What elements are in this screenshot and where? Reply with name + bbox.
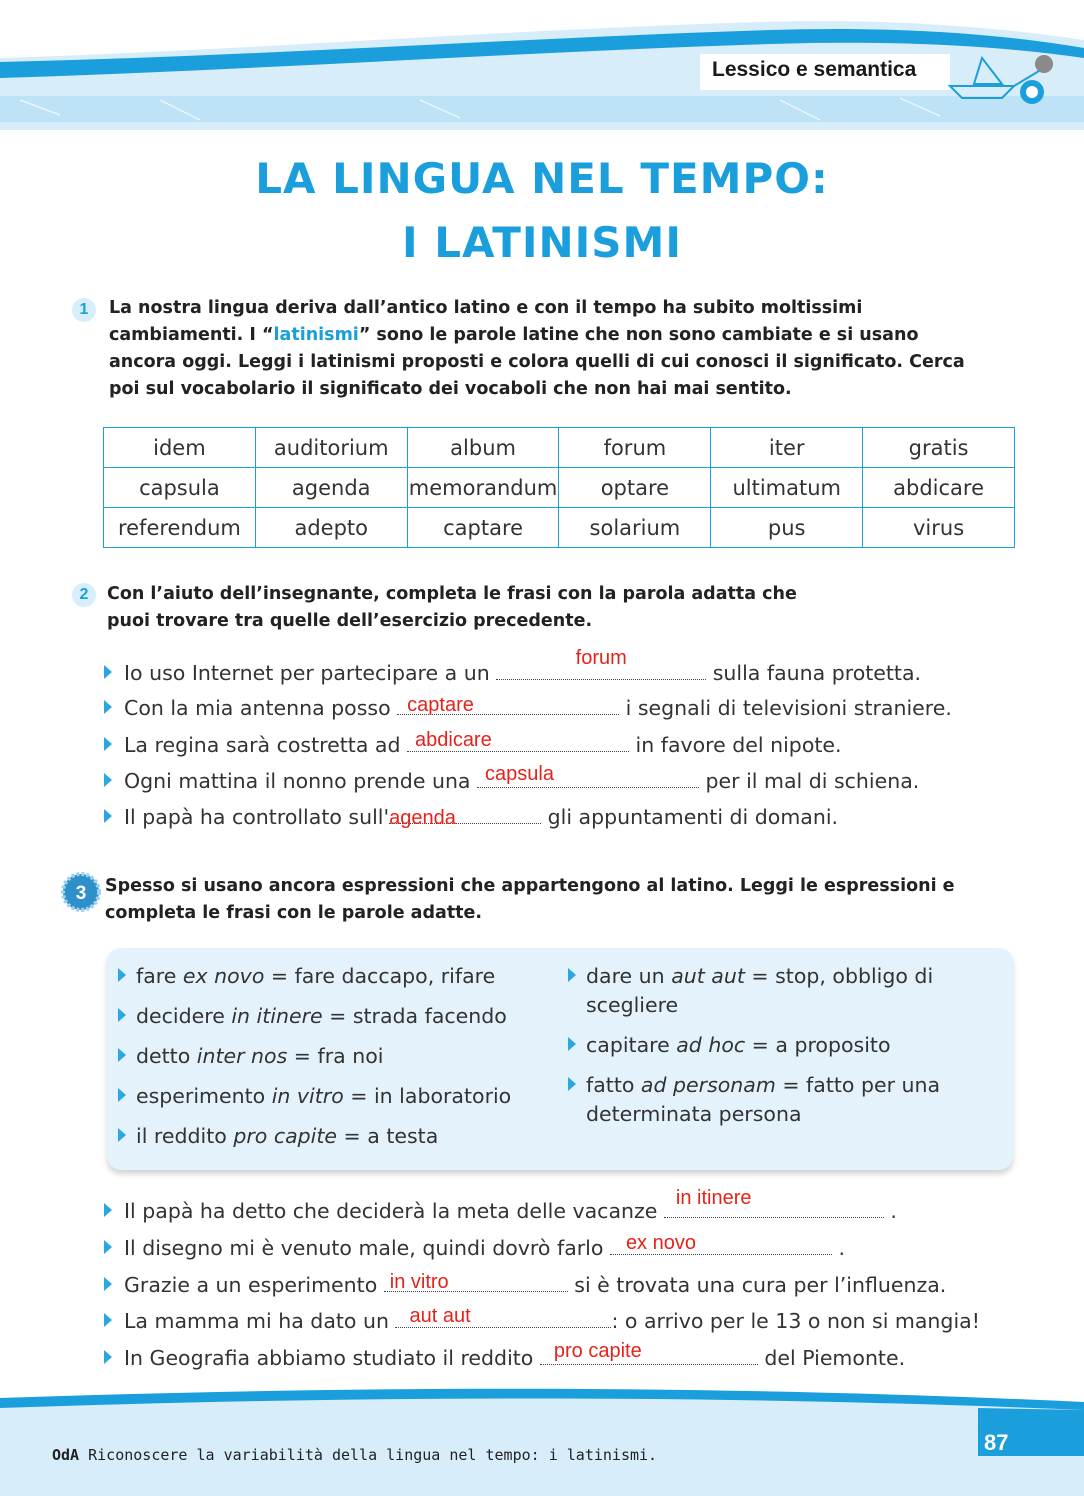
table-cell[interactable]: album (407, 428, 559, 468)
bullet-triangle-icon (104, 700, 112, 714)
exercise-3-sentence: Il papà ha detto che deciderà la meta delle vacanze in itinere . (104, 1194, 897, 1228)
expression-item: dare un aut aut = stop, obbligo di scegliere (568, 962, 998, 1020)
expression-item: fatto ad personam = fatto per una determinata persona (568, 1071, 998, 1129)
exercise-2-sentence: Io uso Internet per partecipare a un forum sulla fauna protetta. (104, 656, 921, 690)
bullet-triangle-icon (118, 968, 126, 982)
bullet-triangle-icon (104, 773, 112, 787)
answer-text: ex novo (625, 1232, 696, 1254)
learning-objective: OdA Riconoscere la variabilità della lingua nel tempo: i latinismi. (52, 1446, 658, 1464)
answer-text: in itinere (675, 1187, 752, 1209)
exercise-number-2: 2 (72, 583, 96, 607)
section-label: Lessico e semantica (712, 58, 917, 81)
table-row (104, 428, 1015, 468)
answer-blank[interactable] (496, 647, 706, 680)
table-cell[interactable]: forum (559, 428, 711, 468)
exercise-2-sentence: Con la mia antenna posso captare i segnali di televisioni straniere. (104, 691, 952, 725)
expression-item: fare ex novo = fare daccapo, rifare (118, 962, 558, 991)
page-title-line2: I LATINISMI (402, 218, 682, 267)
table-cell[interactable]: captare (407, 508, 559, 548)
bullet-triangle-icon (104, 737, 112, 751)
answer-blank[interactable] (664, 1187, 884, 1218)
bullet-triangle-icon (104, 1277, 112, 1291)
latinisms-table (103, 427, 1015, 548)
table-cell[interactable]: adepto (255, 508, 407, 548)
exercise-2-sentence: La regina sarà costretta ad abdicare in favore del nipote. (104, 728, 842, 762)
table-cell[interactable]: idem (104, 428, 256, 468)
page-title-line1: LA LINGUA NEL TEMPO: (255, 154, 829, 203)
table-cell[interactable]: ultimatum (711, 468, 863, 508)
answer-text: agenda (389, 807, 456, 829)
answer-text: capsula (485, 763, 554, 785)
answer-text: forum (575, 647, 627, 669)
table-cell[interactable]: iter (711, 428, 863, 468)
exercise-3-sentence: In Geografia abbiamo studiato il reddito pro capite del Piemonte. (104, 1341, 905, 1375)
footer-wave-band (0, 1380, 1084, 1496)
exercise-2-sentence: Ogni mattina il nonno prende una capsula per il mal di schiena. (104, 764, 919, 798)
header-wave-band (0, 0, 1084, 130)
table-row (104, 508, 1015, 548)
table-cell[interactable]: agenda (255, 468, 407, 508)
table-cell[interactable]: memorandum (407, 468, 559, 508)
bullet-triangle-icon (568, 1077, 576, 1091)
table-cell[interactable]: abdicare (863, 468, 1015, 508)
answer-blank[interactable] (540, 1340, 758, 1365)
exercise-2-sentence: Il papà ha controllato sull' agenda gli appuntamenti di domani. (104, 800, 838, 834)
bullet-triangle-icon (568, 1037, 576, 1051)
expression-item: detto inter nos = fra noi (118, 1042, 558, 1071)
table-cell[interactable]: referendum (104, 508, 256, 548)
answer-blank[interactable] (384, 1271, 568, 1292)
answer-blank[interactable] (610, 1234, 832, 1255)
expressions-left-column (118, 962, 558, 1151)
bullet-triangle-icon (118, 1048, 126, 1062)
answer-text: abdicare (415, 729, 492, 751)
table-cell[interactable]: solarium (559, 508, 711, 548)
page-number: 87 (984, 1430, 1009, 1455)
table-cell[interactable]: capsula (104, 468, 256, 508)
exercise-1-instructions: La nostra lingua deriva dall’antico latino e con il tempo ha subito moltissimi cambiamenti. I “latinismi” sono le parole latine che non sono cambiate e si usano ancora oggi. Leggi i latinismi proposti e colora quelli di cui conosci il significato. Cerca poi sul vocabolario il significato dei vocaboli che non hai mai sentito. (109, 298, 965, 399)
exercise-3-sentence: La mamma mi ha dato un aut aut : o arrivo per le 13 o non si mangia! (104, 1304, 980, 1338)
latin-expressions-box (107, 948, 1013, 1170)
expressions-right-column (568, 962, 998, 1129)
bullet-triangle-icon (118, 1088, 126, 1102)
table-cell[interactable]: pus (711, 508, 863, 548)
bullet-triangle-icon (568, 968, 576, 982)
exercise-number-3-badge (60, 871, 102, 913)
bullet-triangle-icon (104, 1313, 112, 1327)
bullet-triangle-icon (104, 1240, 112, 1254)
table-cell[interactable]: optare (559, 468, 711, 508)
answer-blank[interactable] (395, 1307, 611, 1328)
answer-text: in vitro (389, 1271, 449, 1293)
exercise-3-sentence: Il disegno mi è venuto male, quindi dovrò farlo ex novo . (104, 1231, 845, 1265)
answer-blank[interactable] (397, 694, 619, 715)
answer-text: aut aut (409, 1305, 471, 1327)
expression-item: decidere in itinere = strada facendo (118, 1002, 558, 1031)
exercise-number-1: 1 (72, 298, 96, 322)
exercise-2-instructions: Con l’aiuto dell’insegnante, completa le frasi con la parola adatta che puoi trovare tra quelle dell’esercizio precedente. (107, 584, 797, 631)
answer-blank[interactable] (389, 803, 541, 829)
table-cell[interactable]: auditorium (255, 428, 407, 468)
expression-item: il reddito pro capite = a testa (118, 1122, 558, 1151)
expression-item: esperimento in vitro = in laboratorio (118, 1082, 558, 1111)
oda-label: OdA (52, 1446, 80, 1464)
exercise-3-sentence: Grazie a un esperimento in vitro si è trovata una cura per l’influenza. (104, 1268, 946, 1302)
answer-text: captare (407, 694, 474, 716)
bullet-triangle-icon (104, 665, 112, 679)
table-row (104, 468, 1015, 508)
answer-blank[interactable] (477, 763, 699, 788)
table-cell[interactable]: gratis (863, 428, 1015, 468)
expression-item: capitare ad hoc = a proposito (568, 1031, 998, 1060)
bullet-triangle-icon (118, 1128, 126, 1142)
answer-text: pro capite (553, 1340, 642, 1362)
exercise-3-instructions: Spesso si usano ancora espressioni che appartengono al latino. Leggi le espressioni e completa le frasi con le parole adatte. (105, 876, 955, 923)
bullet-triangle-icon (104, 1203, 112, 1217)
bullet-triangle-icon (104, 1350, 112, 1364)
answer-blank[interactable] (407, 731, 629, 752)
bullet-triangle-icon (104, 809, 112, 823)
table-cell[interactable]: virus (863, 508, 1015, 548)
paper-boat-icon (944, 48, 1064, 110)
bullet-triangle-icon (118, 1008, 126, 1022)
exercise-number-3: 3 (75, 883, 87, 904)
latinismi-keyword: latinismi (273, 325, 359, 345)
